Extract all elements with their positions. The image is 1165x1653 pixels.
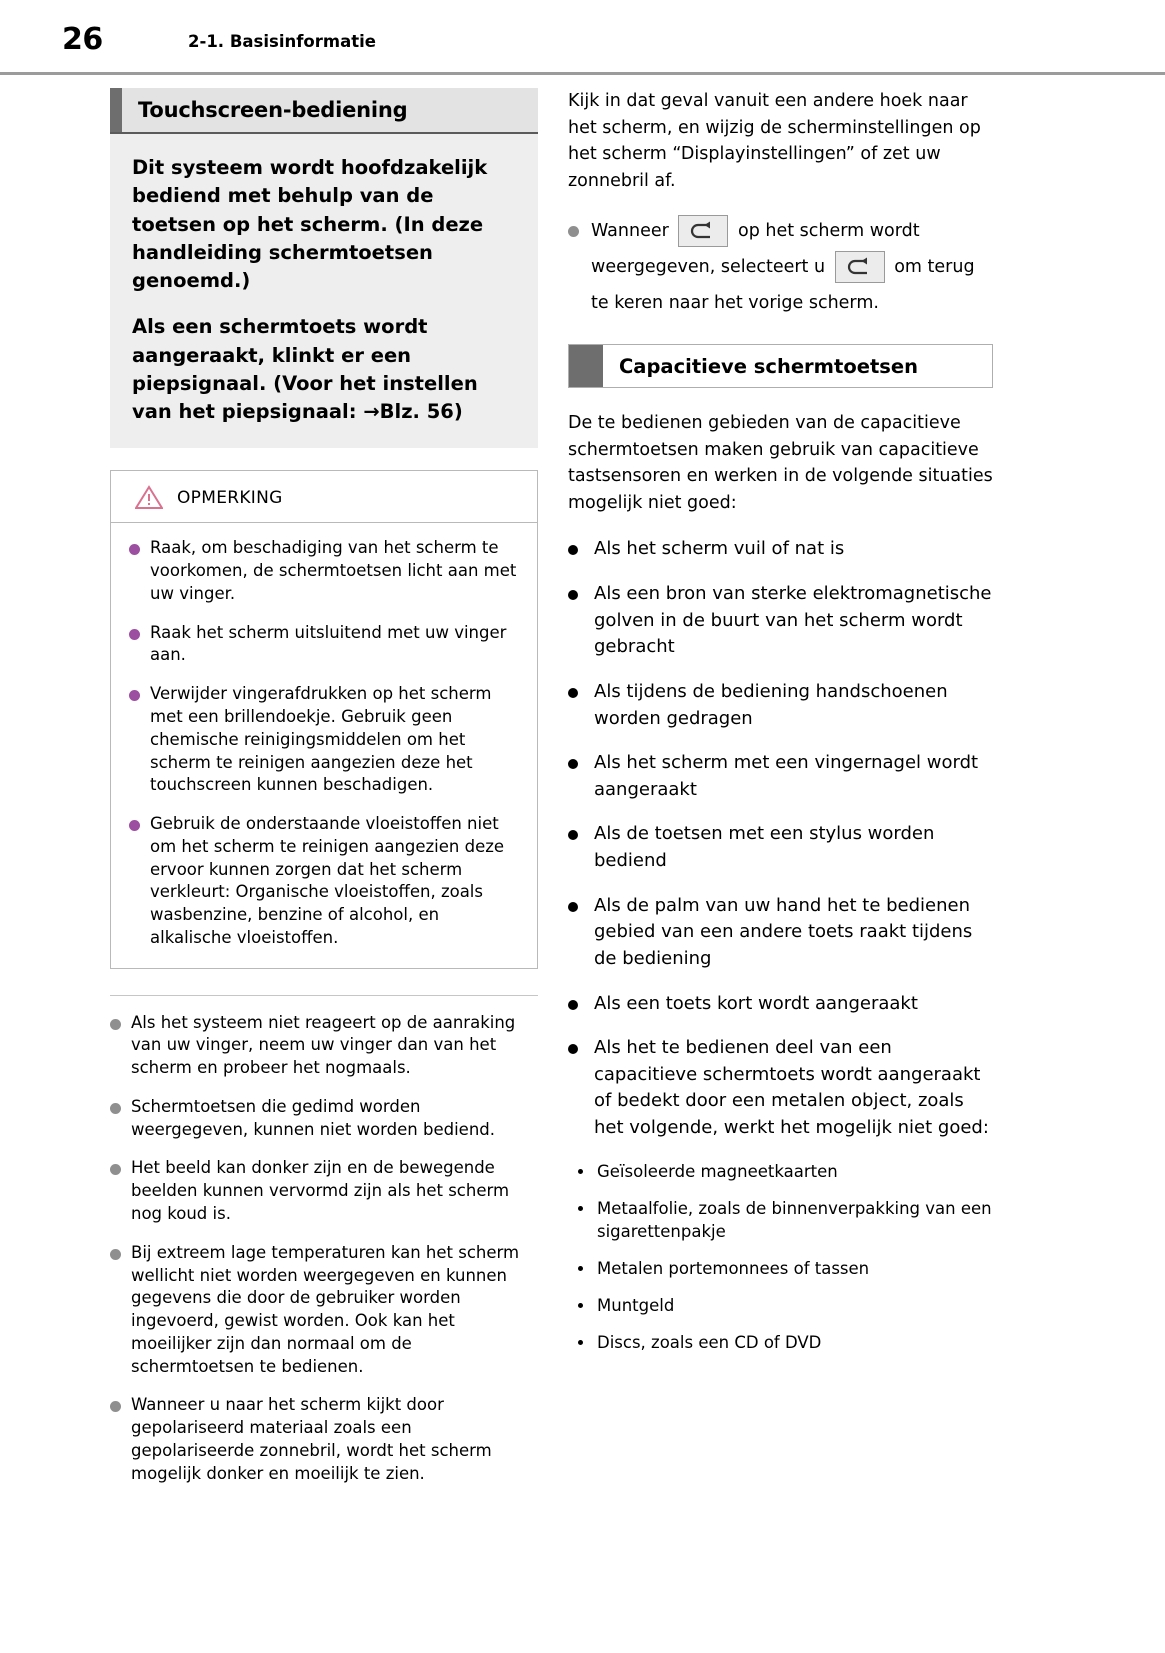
right-column xyxy=(568,88,993,1368)
sub-list-item xyxy=(568,1197,993,1243)
note-text: Bij extreem lage temperaturen kan het scherm wellicht niet worden weergegeven en kunnen gegevens die door de gebruiker worden ingevoerd, gewist worden. Ook kan het moeilijker zijn dan normaal om de schermtoetsen te bedienen. xyxy=(131,1242,520,1376)
list-item-text: Als het scherm met een vingernagel wordt aangeraakt xyxy=(594,752,979,800)
left-column xyxy=(110,88,538,1501)
back-note-part-3: om terug te keren naar het vorige scherm. xyxy=(591,257,975,314)
list-item xyxy=(568,536,993,563)
note-body xyxy=(111,523,537,967)
bullet-icon xyxy=(129,629,140,640)
header-divider xyxy=(0,72,1165,75)
note-header xyxy=(111,471,537,523)
page-columns xyxy=(0,88,1165,1653)
bullet-icon xyxy=(568,226,579,237)
page-header xyxy=(0,0,1165,72)
bullet-icon xyxy=(568,830,578,840)
bullet-icon xyxy=(110,1019,121,1030)
section-header-capacitive xyxy=(568,344,993,388)
note-text: Wanneer u naar het scherm kijkt door gepolariseerd materiaal zoals een gepolariseerde zonnebril, wordt het scherm mogelijk donker en moeilijk te zien. xyxy=(131,1395,492,1483)
bullet-icon xyxy=(578,1340,583,1345)
back-note-part-2: op het scherm wordt weergegeven, selecteert u xyxy=(591,221,920,278)
continuation-paragraph: Kijk in dat geval vanuit een andere hoek naar het scherm, en wijzig de scherminstellingen op het scherm “Displayinstellingen” of zet uw zonnebril af. xyxy=(568,91,981,191)
note-label: OPMERKING xyxy=(177,487,283,508)
list-item xyxy=(129,683,519,797)
list-item xyxy=(110,1012,538,1080)
list-item xyxy=(568,991,993,1018)
sub-list-item xyxy=(568,1331,993,1354)
list-item xyxy=(568,581,993,661)
list-item xyxy=(110,1394,538,1485)
sub-list-item-text: Muntgeld xyxy=(597,1296,675,1315)
bullet-icon xyxy=(110,1103,121,1114)
list-item xyxy=(568,893,993,973)
sub-list-item-text: Metalen portemonnees of tassen xyxy=(597,1258,870,1278)
bullet-icon xyxy=(568,1000,578,1010)
back-arrow-icon[interactable] xyxy=(835,251,885,283)
note-item-text: Raak het scherm uitsluitend met uw vinger aan. xyxy=(150,622,507,665)
section-tab-marker xyxy=(110,88,122,132)
list-item xyxy=(110,1096,538,1142)
bullet-icon xyxy=(578,1266,583,1271)
section-title: Touchscreen-bediening xyxy=(138,98,408,122)
intro-paragraph-1: Dit systeem wordt hoofdzakelijk bediend met behulp van de toetsen op het scherm. (In deze handleiding schermtoetsen genoemd.) xyxy=(132,156,488,293)
bullet-icon xyxy=(568,759,578,769)
bullet-icon xyxy=(129,820,140,831)
note-text: Het beeld kan donker zijn en de bewegende beelden kunnen vervormd zijn als het scherm nog koud is. xyxy=(131,1158,510,1223)
intro-paragraph-2: Als een schermtoets wordt aangeraakt, klinkt er een piepsignaal. (Voor het instellen van het piepsignaal: →Blz. 56) xyxy=(132,315,478,424)
note-item-text: Raak, om beschadiging van het scherm te voorkomen, de schermtoetsen licht aan met uw vinger. xyxy=(150,538,517,603)
back-arrow-icon[interactable] xyxy=(678,215,728,247)
bullet-icon xyxy=(568,688,578,698)
bullet-icon xyxy=(568,1044,578,1054)
bullet-icon xyxy=(110,1401,121,1412)
list-item-text: Als de palm van uw hand het te bedienen gebied van een andere toets raakt tijdens de bediening xyxy=(594,894,973,969)
section-intro-paragraph: De te bedienen gebieden van de capacitieve schermtoetsen maken gebruik van capacitieve tastsensoren en werken in de volgende situaties mogelijk niet goed: xyxy=(568,413,993,513)
bullet-icon xyxy=(578,1169,583,1174)
section-header-touchscreen xyxy=(110,88,538,134)
list-item xyxy=(129,622,519,668)
additional-notes-list xyxy=(110,995,538,1486)
sub-list-item xyxy=(568,1257,993,1280)
list-item xyxy=(129,813,519,950)
sub-list-item-text: Geïsoleerde magneetkaarten xyxy=(597,1161,838,1181)
bullet-icon xyxy=(568,902,578,912)
warning-triangle-icon xyxy=(135,485,163,510)
sub-list-item xyxy=(568,1294,993,1317)
back-icon-note xyxy=(568,214,993,322)
list-item xyxy=(568,750,993,803)
list-item-text: Als het te bedienen deel van een capacitieve schermtoets wordt aangeraakt of bedekt door een metalen object, zoals het volgende, werkt het mogelijk niet goed: xyxy=(594,1037,989,1138)
list-item xyxy=(110,1157,538,1225)
note-box xyxy=(110,470,538,968)
section-title: Capacitieve schermtoetsen xyxy=(619,355,918,378)
list-item-text: Als een toets kort wordt aangeraakt xyxy=(594,992,918,1014)
section-tab-marker xyxy=(569,345,603,387)
intro-box xyxy=(110,134,538,448)
bullet-icon xyxy=(578,1206,583,1211)
bullet-icon xyxy=(578,1303,583,1308)
note-item-text: Gebruik de onderstaande vloeistoffen niet om het scherm te reinigen aangezien deze ervoor kunnen zorgen dat het scherm verkleurt: Organische vloeistoffen, zoals wasbenzine, benzine of alcohol, en alkalische vloeistoffen. xyxy=(150,814,505,947)
list-item xyxy=(568,821,993,874)
sub-list-item-text: Discs, zoals een CD of DVD xyxy=(597,1333,822,1353)
bullet-icon xyxy=(110,1164,121,1175)
back-note-part-1: Wanneer xyxy=(591,221,669,242)
back-icon-note-text xyxy=(591,214,993,322)
bullet-icon xyxy=(568,590,578,600)
note-item-text: Verwijder vingerafdrukken op het scherm met een brillendoekje. Gebruik geen chemische reinigingsmiddelen om het scherm te reinigen aangezien deze het touchscreen kunnen beschadigen. xyxy=(150,684,492,795)
bullet-icon xyxy=(110,1249,121,1260)
list-item-text: Als een bron van sterke elektromagnetische golven in de buurt van het scherm wordt gebracht xyxy=(594,583,992,658)
sub-list-item xyxy=(568,1160,993,1183)
list-item-text: Als de toetsen met een stylus worden bediend xyxy=(594,823,935,871)
list-item xyxy=(568,1035,993,1142)
note-text: Als het systeem niet reageert op de aanraking van uw vinger, neem uw vinger dan van het scherm en probeer het nogmaals. xyxy=(131,1012,516,1078)
sub-list-item-text: Metaalfolie, zoals de binnenverpakking van een sigarettenpakje xyxy=(597,1198,992,1241)
bullet-icon xyxy=(129,690,140,701)
list-item xyxy=(568,679,993,732)
list-item-text: Als het scherm vuil of nat is xyxy=(594,538,845,560)
list-item xyxy=(110,1242,538,1379)
list-item-text: Als tijdens de bediening handschoenen worden gedragen xyxy=(594,680,948,729)
page-number: 26 xyxy=(62,22,103,57)
chapter-title: 2-1. Basisinformatie xyxy=(188,32,376,51)
bullet-icon xyxy=(129,544,140,555)
note-text: Schermtoetsen die gedimd worden weergegeven, kunnen niet worden bediend. xyxy=(131,1096,496,1139)
list-item xyxy=(129,537,519,605)
bullet-icon xyxy=(568,545,578,555)
